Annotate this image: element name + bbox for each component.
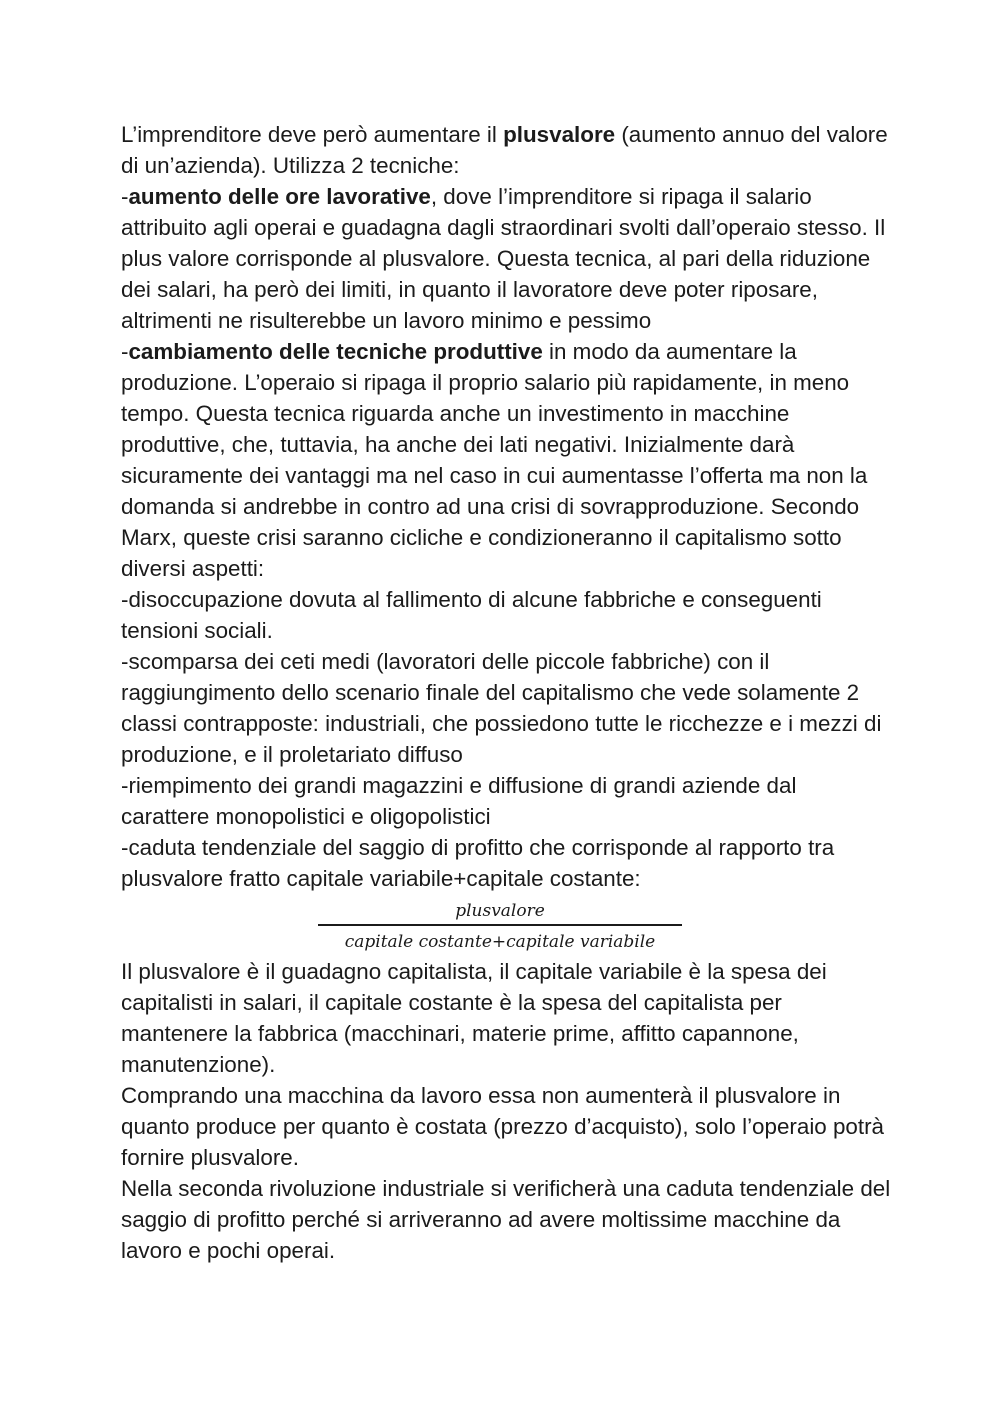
technique-item-production bbox=[121, 336, 891, 584]
intro-paragraph bbox=[121, 119, 891, 181]
aspect-item: -caduta tendenziale del saggio di profitto che corrisponde al rapporto tra plusvalore fratto capitale variabile+capitale costante: bbox=[121, 835, 835, 891]
aspect-item: -riempimento dei grandi magazzini e diffusione di grandi aziende dal carattere monopolistici e oligopolistici bbox=[121, 773, 797, 829]
closing-paragraph: Nella seconda rivoluzione industriale si verificherà una caduta tendenziale del saggio di profitto perché si arriveranno ad avere moltissime macchine da lavoro e pochi operai. bbox=[121, 1176, 891, 1263]
intro-text-end: (aumento annuo del valore di un’azienda). Utilizza 2 tecniche: bbox=[121, 122, 888, 178]
technique-title-production: cambiamento delle tecniche produttive bbox=[128, 339, 543, 364]
aspect-item: -scomparsa dei ceti medi (lavoratori delle piccole fabbriche) con il raggiungimento dello scenario finale del capitalismo che vede solamente 2 classi contrapposte: industriali, che possiedono tutte le ricchezze e i mezzi di produzione, e il proletariato diffuso bbox=[121, 649, 882, 767]
profit-rate-formula bbox=[318, 898, 682, 955]
technique-text-hours: , dove l’imprenditore si ripaga il salario attribuito agli operai e guadagna dagli straordinari svolti dall’operaio stesso. Il plus valore corrisponde al plusvalore. Questa tecnica, al pari della riduzione dei salari, ha però dei limiti, in quanto il lavoratore deve poter riposare, altrimenti ne risulterebbe un lavoro minimo e pessimo bbox=[121, 184, 886, 333]
aspect-item: -disoccupazione dovuta al fallimento di alcune fabbriche e conseguenti tensioni sociali. bbox=[121, 587, 822, 643]
list-dash: - bbox=[121, 339, 129, 364]
body-text-lower bbox=[121, 956, 891, 1266]
body-text-upper bbox=[121, 119, 891, 894]
technique-item-hours bbox=[121, 181, 891, 336]
technique-text-production: in modo da aumentare la produzione. L’operaio si ripaga il proprio salario più rapidamente, in meno tempo. Questa tecnica riguarda anche un investimento in macchine produttive, che, tuttavia, ha anche dei lati negativi. Inizialmente darà sicuramente dei vantaggi ma nel caso in cui aumentasse l’offerta ma non la domanda si andrebbe in contro ad una crisi di sovrapproduzione. Secondo Marx, queste crisi saranno cicliche e condizioneranno il capitalismo sotto diversi aspetti: bbox=[121, 339, 868, 581]
plusvalore-term: plusvalore bbox=[503, 122, 616, 147]
formula-numerator: plusvalore bbox=[455, 901, 545, 921]
fraction-bar bbox=[318, 924, 682, 926]
technique-title-hours: aumento delle ore lavorative bbox=[128, 184, 431, 209]
closing-paragraph: Comprando una macchina da lavoro essa non aumenterà il plusvalore in quanto produce per quanto è costata (prezzo d’acquisto), solo l’operaio potrà fornire plusvalore. bbox=[121, 1083, 885, 1170]
list-dash: - bbox=[121, 184, 129, 209]
closing-paragraph: Il plusvalore è il guadagno capitalista, il capitale variabile è la spesa dei capitalisti in salari, il capitale costante è la spesa del capitalista per mantenere la fabbrica (macchinari, materie prime, affitto capannone, manutenzione). bbox=[121, 959, 827, 1077]
intro-text-start: L’imprenditore deve però aumentare il bbox=[121, 122, 504, 147]
formula-denominator: capitale costante+capitale variabile bbox=[344, 932, 656, 952]
